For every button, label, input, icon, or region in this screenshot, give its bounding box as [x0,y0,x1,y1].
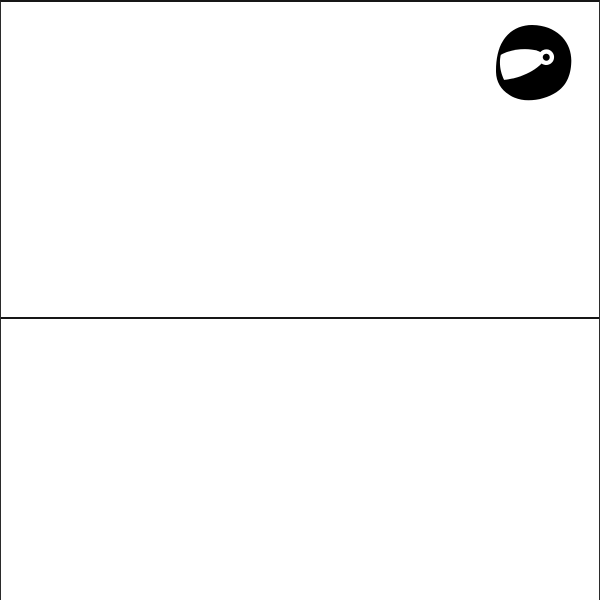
helmet-icon-svg [487,14,575,110]
section-divider [1,317,600,319]
full-face-helmet-icon [487,14,575,110]
